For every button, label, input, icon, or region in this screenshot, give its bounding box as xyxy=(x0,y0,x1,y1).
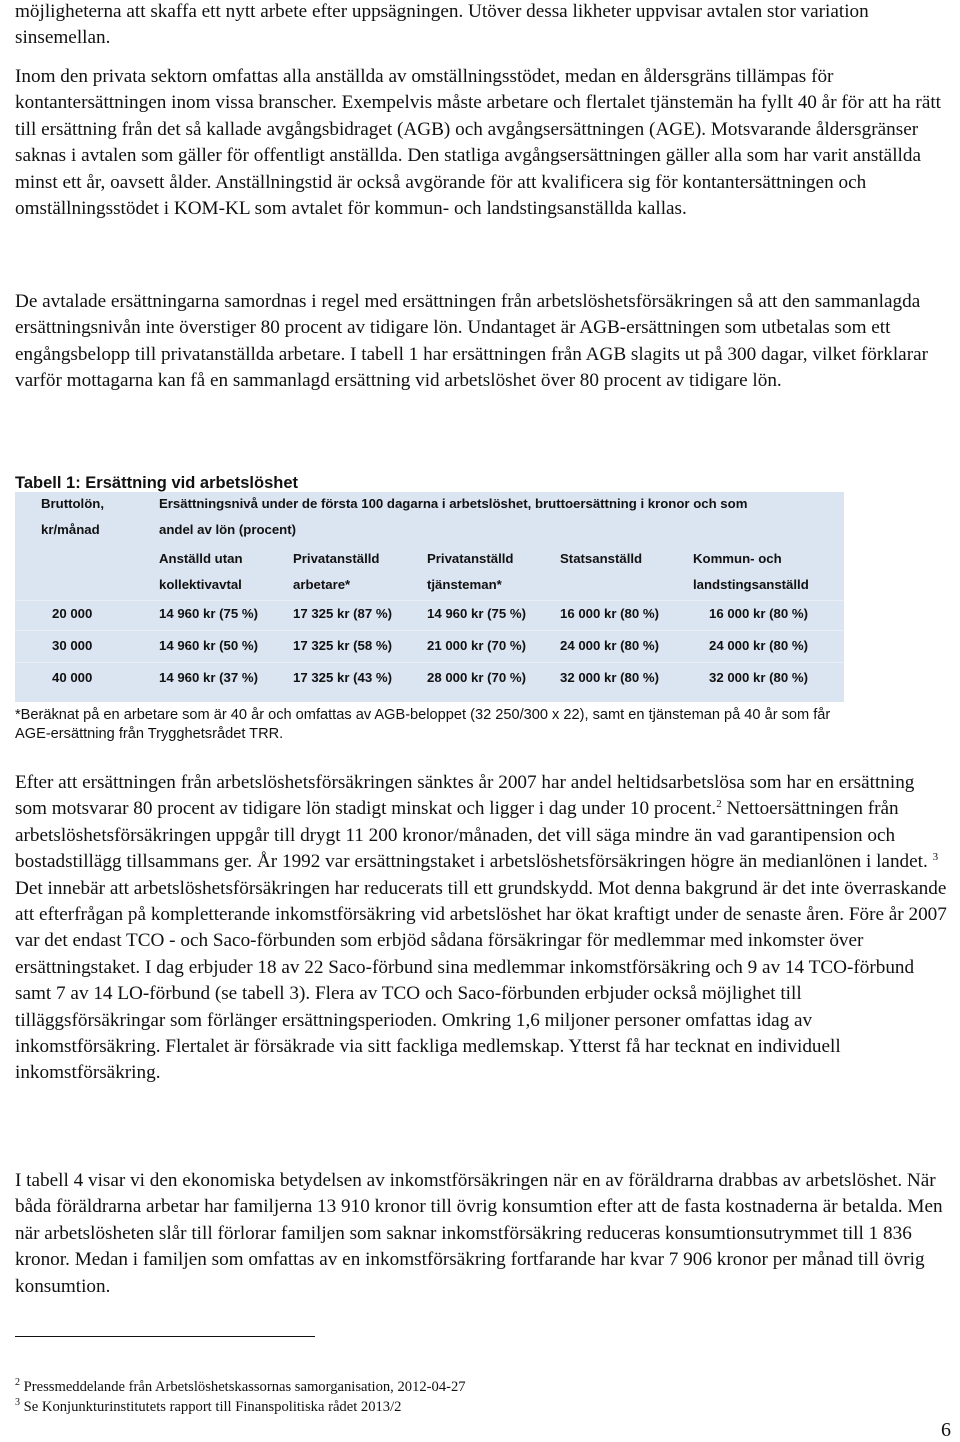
table-group-header: Ersättningsnivå under de första 100 dagarna i arbetslöshet, bruttoersättning i kronor och som xyxy=(159,496,748,511)
table-corner-header: kr/månad xyxy=(41,522,100,537)
footnote-text: Se Konjunkturinstitutets rapport till Finanspolitiska rådet 2013/2 xyxy=(23,1399,402,1415)
table-cell: 24 000 kr (80 %) xyxy=(560,638,659,653)
column-header: Privatanställd xyxy=(293,551,380,566)
table-corner-header: Bruttolön, xyxy=(41,496,104,511)
paragraph-text: Nettoersättningen från arbetslöshetsförsäkringen uppgår till drygt 11 200 kronor/månaden, det vill säga mindre än vad garantipension och bostadstillägg tillsammans ger. År 1992 var ersättningstaket i arbetslöshetsförsäkringen högre än medianlönen i landet. xyxy=(15,798,933,873)
paragraph-text: Efter att ersättningen från arbetslöshetsförsäkringen sänktes år 2007 har andel heltidsarbetslösa som har en ersättning som motsvarar 80 procent av tidigare lön stadigt minskat och ligger i dag under 10 procent. xyxy=(15,772,915,820)
table-cell: 17 325 kr (58 %) xyxy=(293,638,392,653)
table-note: *Beräknat på en arbetare som är 40 år och omfattas av AGB-beloppet (32 250/300 x 22), samt en tjänsteman på 40 år som får AGE-ersättning från Trygghetsrådet TRR. xyxy=(15,707,831,742)
footnote-ref[interactable]: 2 xyxy=(716,798,722,811)
compensation-table xyxy=(15,492,844,702)
table-cell-salary: 40 000 xyxy=(52,670,93,685)
footnote xyxy=(15,1398,401,1416)
paragraph: De avtalade ersättningarna samordnas i regel med ersättningen från arbetslöshetsförsäkringen så att den sammanlagda ersättningsnivån inte överstiger 80 procent av tidigare lön. Undantaget är AGB-ersättningen som utbetalas som ett engångsbelopp till privatanställda arbetare. I tabell 1 har ersättningen från AGB slagits ut på 300 dagar, vilket förklarar varför mottagarna kan få en sammanlagd ersättning vid arbetslöshet över 80 procent av tidigare lön. xyxy=(15,291,928,392)
column-header: Statsanställd xyxy=(560,551,643,566)
paragraph xyxy=(15,770,950,1087)
footnote-separator xyxy=(15,1336,315,1337)
footnote xyxy=(15,1378,466,1396)
table-cell: 32 000 kr (80 %) xyxy=(709,670,808,685)
table-divider xyxy=(15,630,844,631)
table-cell: 28 000 kr (70 %) xyxy=(427,670,526,685)
table-cell-salary: 20 000 xyxy=(52,606,93,621)
paragraph: Inom den privata sektorn omfattas alla anställda av omställningsstödet, medan en åldersgräns tillämpas för kontantersättningen inom vissa branscher. Exempelvis måste arbetare och flertalet tjänstemän ha fyllt 40 år för att ha rätt till ersättning från det så kallade avgångsbidraget (AGB) och avgångsersättningen (AGE). Motsvarande åldersgränser saknas i avtalen som gäller för offentligt anställda. Den statliga avgångsersättningen gäller alla som har varit anställda minst ett år, oavsett ålder. Anställningstid är också avgörande för att kvalificera sig för kontantersättningen och omställningsstödet i KOM-KL som avtalet för kommun- och landstingsanställda kallas. xyxy=(15,66,942,220)
table-cell: 14 960 kr (37 %) xyxy=(159,670,258,685)
paragraph: I tabell 4 visar vi den ekonomiska betydelsen av inkomstförsäkringen när en av föräldrarna drabbas av arbetslöshet. När båda föräldrarna arbetar har familjerna 13 910 kronor till övrig konsumtion efter att de fasta kostnaderna är betalda. Men när arbetslösheten slår till förlorar familjen som saknar inkomstförsäkring reduceras konsumtionsutrymmet till 1 836 kronor. Medan i familjen som omfattas av en inkomstförsäkring fortfarande har kvar 7 906 kronor per månad till övrig konsumtion. xyxy=(15,1170,943,1297)
table-cell: 17 325 kr (43 %) xyxy=(293,670,392,685)
table-cell: 14 960 kr (50 %) xyxy=(159,638,258,653)
page-number: 6 xyxy=(941,1419,951,1441)
footnote-text: Pressmeddelande från Arbetslöshetskassornas samorganisation, 2012-04-27 xyxy=(23,1379,466,1395)
column-header: Kommun- och xyxy=(693,551,782,566)
table-cell: 17 325 kr (87 %) xyxy=(293,606,392,621)
table-cell: 24 000 kr (80 %) xyxy=(709,638,808,653)
column-header: landstingsanställd xyxy=(693,577,809,592)
column-header: Privatanställd xyxy=(427,551,514,566)
paragraph-text: Det innebär att arbetslöshetsförsäkringen har reducerats till ett grundskydd. Mot denna bakgrund är det inte överraskande att efterfrågan på kompletterande inkomstförsäkring vid arbetslöshet har ökat kraftigt under de senaste åren. Före år 2007 var det endast TCO - och Saco-förbunden som erbjöd sådana försäkringar för medlemmar med inkomster över ersättningstaket. I dag erbjuder 18 av 22 Saco-förbund sina medlemmar inkomstförsäkring och 9 av 14 TCO-förbund samt 7 av 14 LO-förbund (se tabell 3). Flera av TCO och Saco-förbunden erbjuder också möjlighet till tilläggsförsäkringar som förlänger ersättningsperioden. Omkring 1,6 miljoner personer omfattas idag av inkomstförsäkring. Flertalet är försäkrade via sitt fackliga medlemskap. Ytterst få har tecknat en individuell inkomstförsäkring. xyxy=(15,877,947,1084)
column-header: Anställd utan xyxy=(159,551,243,566)
table-group-header: andel av lön (procent) xyxy=(159,522,297,537)
footnote-ref[interactable]: 3 xyxy=(932,851,939,864)
column-header: arbetare* xyxy=(293,577,351,592)
paragraph: möjligheterna att skaffa ett nytt arbete efter uppsägningen. Utöver dessa likheter uppvisar avtalen stor variation sinsemellan. xyxy=(15,1,869,49)
column-header: tjänsteman* xyxy=(427,577,502,592)
table-cell-salary: 30 000 xyxy=(52,638,93,653)
footnote-number: 2 xyxy=(15,1377,20,1388)
table-cell: 16 000 kr (80 %) xyxy=(709,606,808,621)
table-cell: 16 000 kr (80 %) xyxy=(560,606,659,621)
table-cell: 32 000 kr (80 %) xyxy=(560,670,659,685)
table-divider xyxy=(15,662,844,663)
table-title: Tabell 1: Ersättning vid arbetslöshet xyxy=(15,474,299,492)
table-cell: 14 960 kr (75 %) xyxy=(159,606,258,621)
footnote-number: 3 xyxy=(15,1397,20,1408)
table-cell: 21 000 kr (70 %) xyxy=(427,638,526,653)
column-header: kollektivavtal xyxy=(159,577,242,592)
table-cell: 14 960 kr (75 %) xyxy=(427,606,526,621)
